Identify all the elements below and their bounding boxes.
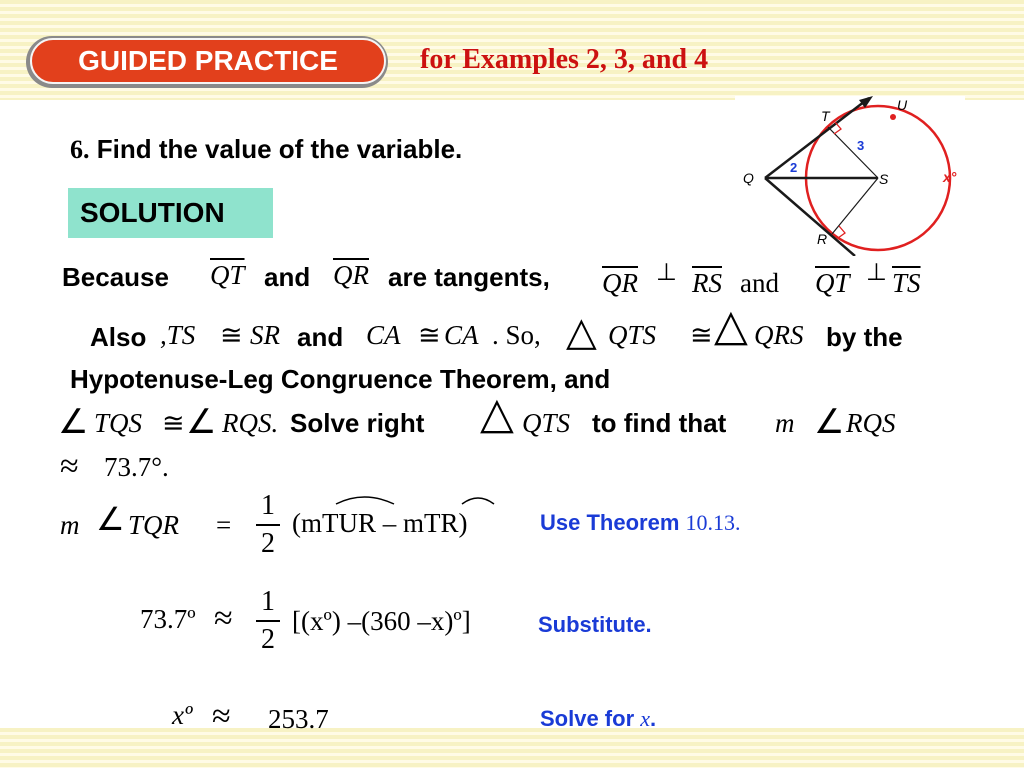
question-text: Find the value of the variable. bbox=[96, 134, 463, 164]
eq3-note-var: x bbox=[640, 706, 651, 731]
eq2-numerator: 1 bbox=[261, 586, 275, 617]
triangle-symbol-1: △ bbox=[566, 309, 597, 354]
angle-symbol-1: ∠ bbox=[58, 404, 89, 441]
seg-sr: SR bbox=[250, 320, 280, 350]
label-q: Q bbox=[743, 170, 754, 186]
tri-qts-2: QTS bbox=[522, 408, 571, 438]
seg-ca-2: CA bbox=[444, 320, 479, 350]
and-text-2: and bbox=[740, 268, 779, 298]
eq1-note-text: Use Theorem bbox=[540, 510, 680, 535]
eq2-rhs: [(xº) –(360 –x)º] bbox=[292, 606, 471, 636]
so-text: . So, bbox=[492, 320, 541, 350]
triangle-symbol-2: △ bbox=[714, 301, 748, 350]
eq3-note bbox=[540, 706, 656, 732]
right-angle-mark-r bbox=[838, 226, 845, 238]
to-find-text: to find that bbox=[592, 408, 727, 438]
also-text: Also bbox=[90, 322, 147, 352]
eq1-numerator: 1 bbox=[261, 490, 275, 521]
seg-qt-2: $\overline{QT}$ bbox=[815, 268, 850, 298]
congruent-symbol-2: ≅ bbox=[418, 320, 441, 350]
value-73-7: 73.7°. bbox=[104, 452, 169, 482]
radius-ts bbox=[828, 127, 878, 178]
tangents-text: are tangents, bbox=[388, 262, 550, 292]
eq3-note-end: . bbox=[650, 706, 657, 731]
eq1-m: m bbox=[60, 510, 80, 540]
eq1-fraction bbox=[256, 490, 280, 560]
eq2-fraction-bar bbox=[256, 620, 280, 622]
congruent-symbol-4: ≅ bbox=[162, 408, 185, 438]
angle-symbol-2: ∠ bbox=[186, 404, 217, 441]
label-r: R bbox=[817, 231, 828, 247]
question-6 bbox=[70, 134, 462, 165]
because-text: Because bbox=[62, 262, 169, 292]
eq1-rhs: (mTUR – mTR) bbox=[292, 508, 468, 538]
label-3: 3 bbox=[857, 138, 865, 153]
perp-symbol-2: ⊥ bbox=[866, 260, 887, 286]
label-t: T bbox=[821, 108, 830, 124]
eq1-arc-marks bbox=[328, 488, 508, 508]
eq1-angle-tqr: TQR bbox=[128, 510, 180, 540]
angle-rqs: RQS. bbox=[222, 408, 279, 438]
question-number: 6. bbox=[70, 135, 90, 164]
tangent-circle-diagram bbox=[735, 96, 965, 256]
diagram-svg bbox=[735, 96, 965, 256]
seg-ts-2: ,TS bbox=[160, 320, 196, 350]
and-text: and bbox=[264, 262, 311, 292]
eq2-fraction bbox=[256, 586, 280, 656]
label-u: U bbox=[897, 97, 908, 113]
eq1-denominator: 2 bbox=[261, 528, 275, 559]
seg-qr: $\overline{QR}$ bbox=[333, 260, 369, 290]
angle-symbol-3: ∠ bbox=[814, 404, 845, 441]
approx-symbol-1: ≈ bbox=[60, 448, 79, 485]
seg-ca-1: CA bbox=[366, 320, 401, 350]
eq1-note bbox=[540, 510, 741, 536]
seg-qt: $\overline{QT}$ bbox=[210, 260, 245, 290]
and-text-3: and bbox=[297, 322, 344, 352]
label-2: 2 bbox=[790, 160, 798, 175]
eq2-denominator: 2 bbox=[261, 624, 275, 655]
perp-symbol-1: ⊥ bbox=[656, 260, 677, 286]
angle-rqs-2: RQS bbox=[846, 408, 896, 438]
eq2-note: Substitute. bbox=[538, 612, 652, 637]
congruent-symbol-1: ≅ bbox=[220, 320, 243, 350]
measure-m: m bbox=[775, 408, 795, 438]
eq1-equals: = bbox=[216, 510, 232, 540]
by-the-text: by the bbox=[826, 322, 903, 352]
point-u bbox=[890, 114, 896, 120]
eq2-approx: ≈ bbox=[214, 600, 233, 637]
tangent-qt bbox=[765, 98, 869, 178]
congruent-symbol-3: ≅ bbox=[690, 320, 713, 350]
footer-band bbox=[0, 728, 1024, 768]
hl-theorem-text: Hypotenuse-Leg Congruence Theorem, and bbox=[70, 364, 611, 394]
guided-practice-badge: GUIDED PRACTICE bbox=[30, 38, 386, 84]
eq3-rhs: 253.7 bbox=[268, 704, 329, 734]
solution-label: SOLUTION bbox=[68, 188, 273, 238]
eq3-lhs: xº bbox=[172, 700, 193, 730]
eq2-lhs: 73.7º bbox=[140, 604, 196, 634]
radius-rs bbox=[832, 178, 878, 234]
label-s: S bbox=[879, 171, 889, 187]
solve-right-text: Solve right bbox=[290, 408, 425, 438]
triangle-symbol-3: △ bbox=[480, 389, 514, 438]
examples-subtitle: for Examples 2, 3, and 4 bbox=[420, 44, 709, 75]
angle-tqs: TQS bbox=[94, 408, 143, 438]
label-x: x° bbox=[943, 169, 957, 185]
seg-qr-2: $\overline{QR}$ bbox=[602, 268, 638, 298]
seg-ts: $\overline{TS}$ bbox=[892, 268, 921, 298]
tangent-qr bbox=[765, 178, 855, 256]
eq1-fraction-bar bbox=[256, 524, 280, 526]
arc-mark-tur bbox=[336, 497, 394, 504]
arc-mark-tr bbox=[462, 498, 494, 504]
eq3-note-text: Solve for bbox=[540, 706, 635, 731]
tri-qts: QTS bbox=[608, 320, 657, 350]
eq3-approx: ≈ bbox=[212, 698, 231, 735]
seg-rs: $\overline{RS}$ bbox=[692, 268, 722, 298]
tri-qrs: QRS bbox=[754, 320, 804, 350]
eq1-note-number: 10.13. bbox=[685, 510, 741, 535]
eq1-angle-symbol: ∠ bbox=[96, 501, 125, 537]
